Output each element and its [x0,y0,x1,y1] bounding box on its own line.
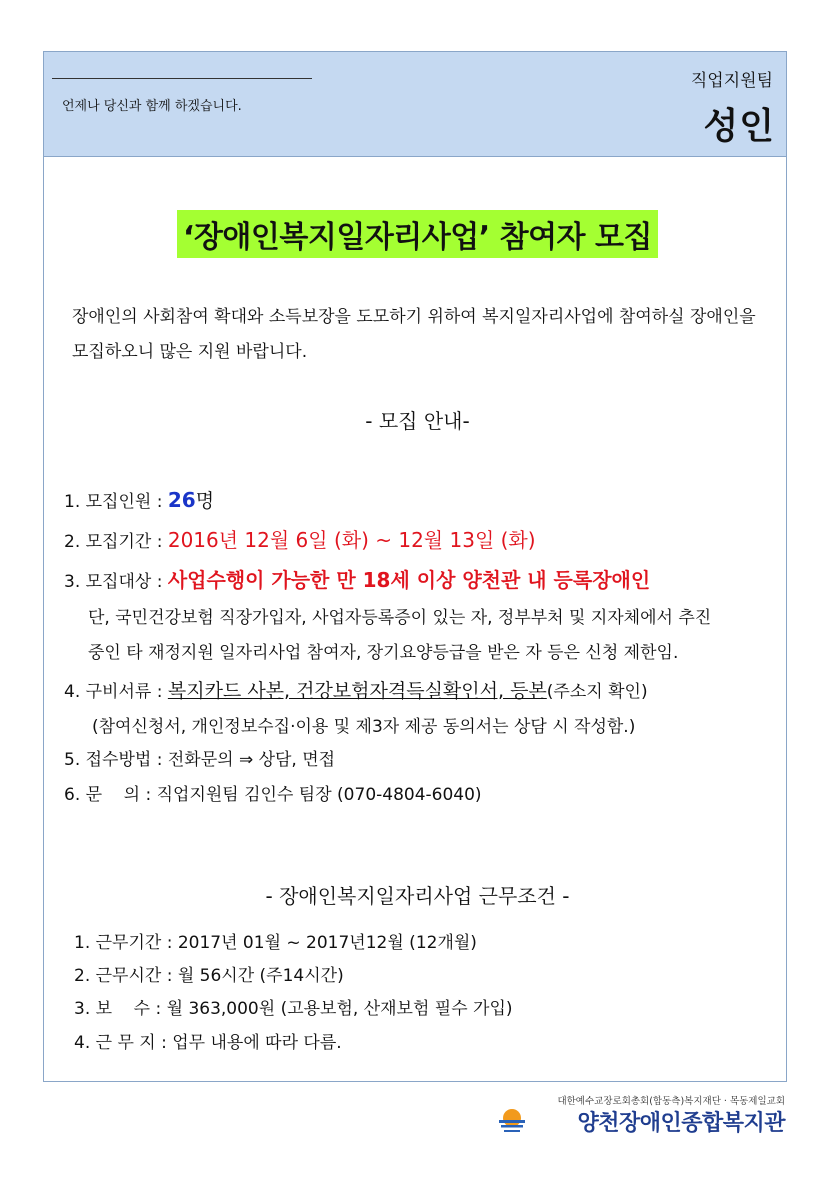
recruit-period [64,524,536,553]
work-hours: 2. 근무시간 : 월 56시간 (주14시간) [74,966,344,986]
apply-method: 5. 접수방법 : 전화문의 ⇒ 상담, 면접 [64,750,336,770]
team-name: 직업지원팀 [690,71,773,91]
required-docs-suffix: (주소지 확인) [546,682,648,702]
page-title: ‘장애인복지일자리사업’ 참여자 모집 [177,210,658,258]
required-docs-value: 복지카드 사본, 건강보험자격득실확인서, 등본 [167,680,547,702]
recruit-target-value: 사업수행이 가능한 만 18세 이상 양천관 내 등록장애인 [167,568,651,592]
footer-affiliation: 대한예수교장로회총회(합동측)복지재단 · 목동제일교회 [557,1096,785,1107]
contact-info: 6. 문 의 : 직업지원팀 김인수 팀장 (070-4804-6040) [64,785,482,805]
recruit-count-value: 26 [167,488,196,512]
title-wrap [0,210,835,258]
recruit-target-note-1: 단, 국민건강보험 직장가입자, 사업자등록증이 있는 자, 정부부처 및 지자체에서 추진 [88,608,712,628]
salary: 3. 보 수 : 월 363,000원 (고용보험, 산재보험 필수 가입) [74,999,513,1019]
org-logo-icon [497,1105,527,1135]
workplace: 4. 근 무 지 : 업무 내용에 따라 다름. [74,1033,342,1053]
footer-org-name: 양천장애인종합복지관 [577,1111,785,1136]
recruit-target-label: 3. 모집대상 : [64,572,168,592]
required-docs [64,676,648,703]
recruit-period-value: 2016년 12월 6일 (화) ~ 12월 13일 (화) [167,528,536,552]
header-rule [52,78,312,79]
recruit-count-label: 1. 모집인원 : [64,492,168,512]
recruit-count-unit: 명 [195,490,215,512]
required-docs-label: 4. 구비서류 : [64,682,168,702]
recruit-target-note-2: 중인 타 재정지원 일자리사업 참여자, 장기요양등급을 받은 자 등은 신청 제한임. [88,643,679,663]
required-docs-note: (참여신청서, 개인정보수집·이용 및 제3자 제공 동의서는 상담 시 작성함.) [92,717,636,737]
recruit-target [64,564,650,593]
recruit-count [64,486,214,513]
org-name: 성인 [703,106,775,147]
conditions-heading: - 장애인복지일자리사업 근무조건 - [265,884,570,908]
motto-text: 언제나 당신과 함께 하겠습니다. [62,99,242,114]
recruit-period-label: 2. 모집기간 : [64,532,168,552]
recruit-heading: - 모집 안내- [365,409,470,433]
intro-paragraph: 장애인의 사회참여 확대와 소득보장을 도모하기 위하여 복지일자리사업에 참여하실 장애인을 모집하오니 많은 지원 바랍니다. [72,307,756,362]
work-period: 1. 근무기간 : 2017년 01월 ~ 2017년12월 (12개월) [74,933,477,953]
